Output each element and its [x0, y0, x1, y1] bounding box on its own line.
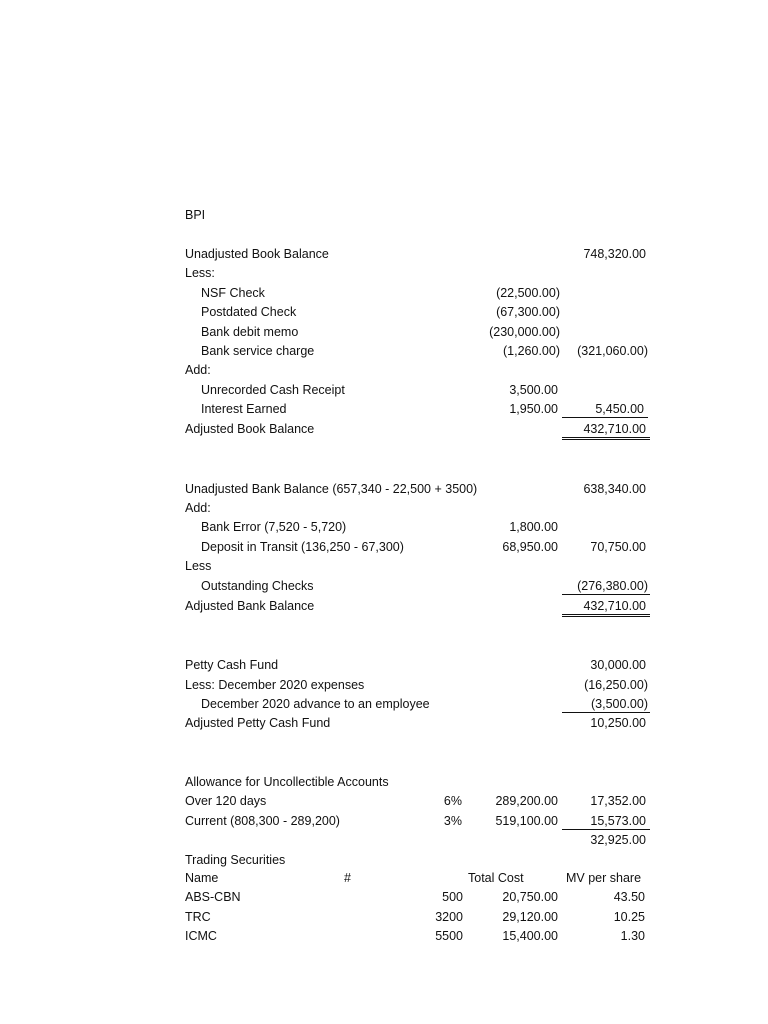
current-rate: 3%	[443, 814, 462, 828]
outstanding-checks-value: (276,380.00)	[562, 578, 650, 595]
nsf-check-value: (22,500.00)	[496, 286, 560, 300]
less-label: Less:	[185, 266, 215, 280]
adjusted-petty-cash-label: Adjusted Petty Cash Fund	[185, 716, 331, 730]
petty-cash-fund-value: 30,000.00	[590, 658, 646, 672]
security-mv-per-share: 43.50	[613, 890, 645, 904]
unadjusted-book-label: Unadjusted Book Balance	[185, 247, 329, 261]
security-total-cost: 29,120.00	[502, 910, 558, 924]
less-total-value: (321,060.00)	[577, 344, 648, 358]
over-120-days-rate: 6%	[443, 794, 462, 808]
adjusted-bank-value: 432,710.00	[562, 598, 650, 617]
security-name: ABS-CBN	[185, 890, 241, 904]
interest-earned-value: 1,950.00	[509, 402, 558, 416]
section-title-bpi: BPI	[185, 208, 206, 222]
less-label-2: Less	[185, 559, 212, 573]
current-label: Current (808,300 - 289,200)	[185, 814, 340, 828]
nsf-check-label: NSF Check	[201, 286, 265, 300]
allowance-total: 32,925.00	[590, 833, 646, 847]
deposit-in-transit-value: 68,950.00	[502, 540, 558, 554]
december-expenses-value: (16,250.00)	[584, 678, 648, 692]
december-expenses-label: Less: December 2020 expenses	[185, 678, 365, 692]
bank-debit-memo-label: Bank debit memo	[201, 325, 299, 339]
trading-securities-title: Trading Securities	[185, 853, 286, 867]
employee-advance-label: December 2020 advance to an employee	[201, 697, 430, 711]
bank-service-charge-label: Bank service charge	[201, 344, 315, 358]
add-total-value: 5,450.00	[562, 401, 648, 418]
header-count: #	[344, 871, 351, 885]
interest-earned-label: Interest Earned	[201, 402, 287, 416]
adjusted-petty-cash-value: 10,250.00	[590, 716, 646, 730]
current-base: 519,100.00	[495, 814, 558, 828]
adjusted-bank-label: Adjusted Bank Balance	[185, 599, 315, 613]
unrecorded-cash-receipt-label: Unrecorded Cash Receipt	[201, 383, 345, 397]
postdated-check-value: (67,300.00)	[496, 305, 560, 319]
adjusted-book-label: Adjusted Book Balance	[185, 422, 315, 436]
employee-advance-value: (3,500.00)	[562, 696, 650, 713]
security-mv-per-share: 1.30	[620, 929, 645, 943]
security-count: 500	[442, 890, 463, 904]
current-value: 15,573.00	[562, 813, 650, 830]
bank-error-value: 1,800.00	[509, 520, 558, 534]
allowance-title: Allowance for Uncollectible Accounts	[185, 775, 389, 789]
add-label-2: Add:	[185, 501, 211, 515]
bank-service-charge-value: (1,260.00)	[503, 344, 560, 358]
header-mv-per-share: MV per share	[566, 871, 642, 885]
over-120-days-label: Over 120 days	[185, 794, 267, 808]
security-mv-per-share: 10.25	[613, 910, 645, 924]
bank-error-label: Bank Error (7,520 - 5,720)	[201, 520, 347, 534]
header-total-cost: Total Cost	[468, 871, 524, 885]
unrecorded-cash-receipt-value: 3,500.00	[509, 383, 558, 397]
over-120-days-value: 17,352.00	[590, 794, 646, 808]
postdated-check-label: Postdated Check	[201, 305, 297, 319]
petty-cash-fund-label: Petty Cash Fund	[185, 658, 279, 672]
adjusted-book-value: 432,710.00	[562, 421, 650, 440]
unadjusted-bank-value: 638,340.00	[583, 482, 646, 496]
add-label: Add:	[185, 363, 211, 377]
header-name: Name	[185, 871, 219, 885]
add2-total-value: 70,750.00	[590, 540, 646, 554]
unadjusted-book-value: 748,320.00	[583, 247, 646, 261]
security-total-cost: 20,750.00	[502, 890, 558, 904]
security-name: ICMC	[185, 929, 217, 943]
security-count: 5500	[435, 929, 463, 943]
outstanding-checks-label: Outstanding Checks	[201, 579, 314, 593]
security-total-cost: 15,400.00	[502, 929, 558, 943]
bank-debit-memo-value: (230,000.00)	[489, 325, 560, 339]
security-count: 3200	[435, 910, 463, 924]
deposit-in-transit-label: Deposit in Transit (136,250 - 67,300)	[201, 540, 404, 554]
unadjusted-bank-label: Unadjusted Bank Balance (657,340 - 22,500 + 3500)	[185, 482, 478, 496]
over-120-days-base: 289,200.00	[495, 794, 558, 808]
security-name: TRC	[185, 910, 211, 924]
